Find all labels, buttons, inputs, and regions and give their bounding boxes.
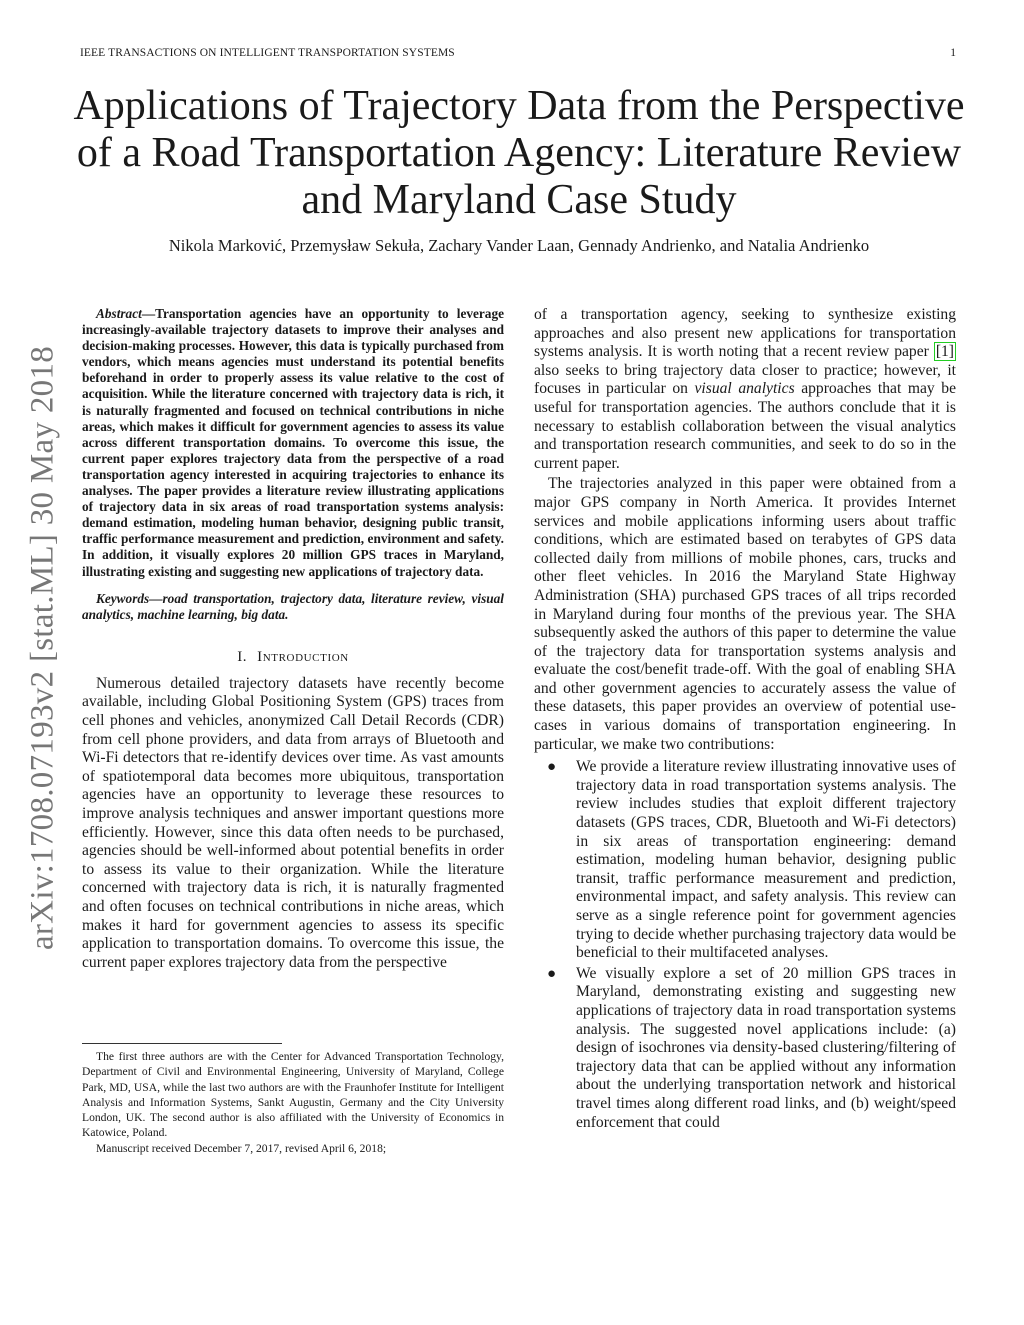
- running-head: IEEE TRANSACTIONS ON INTELLIGENT TRANSPORTATION SYSTEMS: [80, 47, 455, 59]
- abstract: [82, 306, 504, 580]
- page-number: 1: [950, 47, 956, 59]
- footnote-rule: [82, 1043, 282, 1044]
- arxiv-stamp: [18, 338, 68, 958]
- title-line: of a Road Transportation Agency: Literature Review: [76, 130, 962, 176]
- section-heading-introduction: [82, 649, 504, 666]
- author-list: Nikola Marković, Przemysław Sekuła, Zachary Vander Laan, Gennady Andrienko, and Natalia Andrienko: [168, 236, 870, 255]
- intro-cont-text-b: also seeks to bring trajectory data closer to practice; however, it focuses in particular on: [534, 361, 956, 398]
- keywords-label: Keywords: [96, 590, 150, 606]
- intro-paragraph-1: Numerous detailed trajectory datasets have recently become available, including Global Positioning System (GPS) traces from cell phones and vehicles, anonymized Call Detail Records (CDR) from cell phone providers, and data from arrays of Bluetooth and Wi-Fi detectors that re-identify devices over time. As vast amounts of spatiotemporal data becomes more ubiquitous, transportation agencies have an opportunity to leverage these resources to improve analysis techniques and answer important questions more efficiently. However, since this data often needs to be purchased, agencies should be well-informed about potential benefits in order to assess its value to their organization. While the literature concerned with trajectory data is rich, it is naturally fragmented and often focuses on technical contributions in niche areas, which makes it hard for government agencies to assess its specific application to transportation domains. To overcome this issue, the current paper explores trajectory data from the perspective: [82, 674, 504, 971]
- bullet-icon: ●: [547, 759, 557, 776]
- section-title: Introduction: [257, 648, 349, 665]
- intro-cont-italic: visual analytics: [694, 380, 795, 398]
- list-item-text: We visually explore a set of 20 million GPS traces in Maryland, demonstrating existing and suggesting new applications of trajectory data in road transportation systems analysis. The suggested novel applications include: (a) design of isochrones via density-based clustering/filtering of trajectory data that can be applied without any information about the underlying transportation network and historical travel times along different road links, and (b) weight/speed enforcement that could: [576, 964, 956, 1131]
- title-line: and Maryland Case Study: [301, 177, 737, 223]
- footnote-manuscript: Manuscript received December 7, 2017, revised April 6, 2018;: [96, 1141, 387, 1155]
- bullet-icon: ●: [547, 965, 557, 982]
- abstract-label: Abstract: [96, 306, 142, 321]
- section-number: I.: [237, 648, 248, 665]
- contributions-list: [534, 758, 956, 1132]
- intro-paragraph-continued: [534, 306, 956, 473]
- right-column: [534, 306, 956, 1134]
- arxiv-stamp-text: arXiv:1708.07193v2 [stat.ML] 30 May 2018: [24, 345, 61, 951]
- title-line: Applications of Trajectory Data from the Perspective: [73, 83, 965, 129]
- keywords: [82, 591, 504, 623]
- footnotes: [82, 1049, 504, 1156]
- paper-title: [40, 83, 998, 224]
- intro-cont-text-c: approaches that may be useful for transportation agencies. The authors conclude that it is necessary to establish collaboration between the visual analytics and transportation research communities, and seek to do so in the current paper.: [534, 380, 956, 472]
- intro-cont-text-a: of a transportation agency, seeking to synthesize existing approaches and also present new applications for transportation systems analysis. It is worth noting that a recent review paper: [534, 306, 956, 361]
- list-item: [534, 965, 956, 1132]
- intro-paragraph-2: The trajectories analyzed in this paper were obtained from a major GPS company in North America. It provides Internet services and mobile applications informing users about traffic conditions, which are estimated based on terabytes of GPS data collected daily from millions of mobile phones, cars, trucks and other fleet vehicles. In 2016 the Maryland State Highway Administration (SHA) purchased GPS traces of all trips recorded in Maryland during four months of the previous year. The SHA subsequently asked the authors of this paper to determine the value of the trajectory data for transportation systems analysis and evaluate the cost/benefit trade-off. With the goal of enabling SHA and other government agencies to accurately assess the value of these datasets, this paper provides an overview of potential use-cases in various domains of transportation engineering. In particular, we make two contributions:: [534, 475, 956, 753]
- citation-link[interactable]: [1]: [935, 343, 954, 361]
- left-column: [82, 306, 504, 972]
- list-item-text: We provide a literature review illustrating innovative uses of trajectory data in road transportation systems analysis. The review includes studies that exploit different trajectory datasets (GPS traces, CDR, Bluetooth and Wi-Fi detectors) in six areas of transportation engineering: demand estimation, modeling human behavior, designing public transit, traffic performance measurement and prediction, environmental impact, and safety analysis. This review can serve as a single reference point for government agencies trying to decide whether purchasing trajectory data would be beneficial to their multifaceted analyses.: [576, 758, 956, 962]
- keywords-text: —road transportation, trajectory data, literature review, visual analytics, machine learning, big data.: [82, 590, 504, 622]
- footnote-affiliations: The first three authors are with the Center for Advanced Transportation Technology, Department of Civil and Environmental Engineering, University of Maryland, College Park, MD, USA, while the last two authors are with the Fraunhofer Institute for Intelligent Analysis and Information Systems, Sankt Augustin, Germany and the City University London, UK. The second author is also affiliated with the University of Economics in Katowice, Poland.: [82, 1050, 504, 1140]
- abstract-text: —Transportation agencies have an opportunity to leverage increasingly-available trajectory datasets to improve their analyses and decision-making processes. However, this data is typically purchased from vendors, which means agencies must understand its potential benefits beforehand in order to properly assess its value relative to the cost of acquisition. While the literature concerned with trajectory data is rich, it is naturally fragmented and focused on technical contributions in niche areas, which makes it difficult for government agencies to assess its value across different transportation domains. To overcome this issue, the current paper explores trajectory data from the perspective of a road transportation agency interested in acquiring trajectories to enhance its analyses. The paper provides a literature review illustrating applications of trajectory data in six areas of road transportation systems analysis: demand estimation, modeling human behavior, designing public transit, traffic performance measurement and prediction, environment and safety. In addition, it visually explores 20 million GPS traces in Maryland, illustrating existing and suggesting new applications of trajectory data.: [82, 306, 504, 579]
- list-item: [534, 758, 956, 963]
